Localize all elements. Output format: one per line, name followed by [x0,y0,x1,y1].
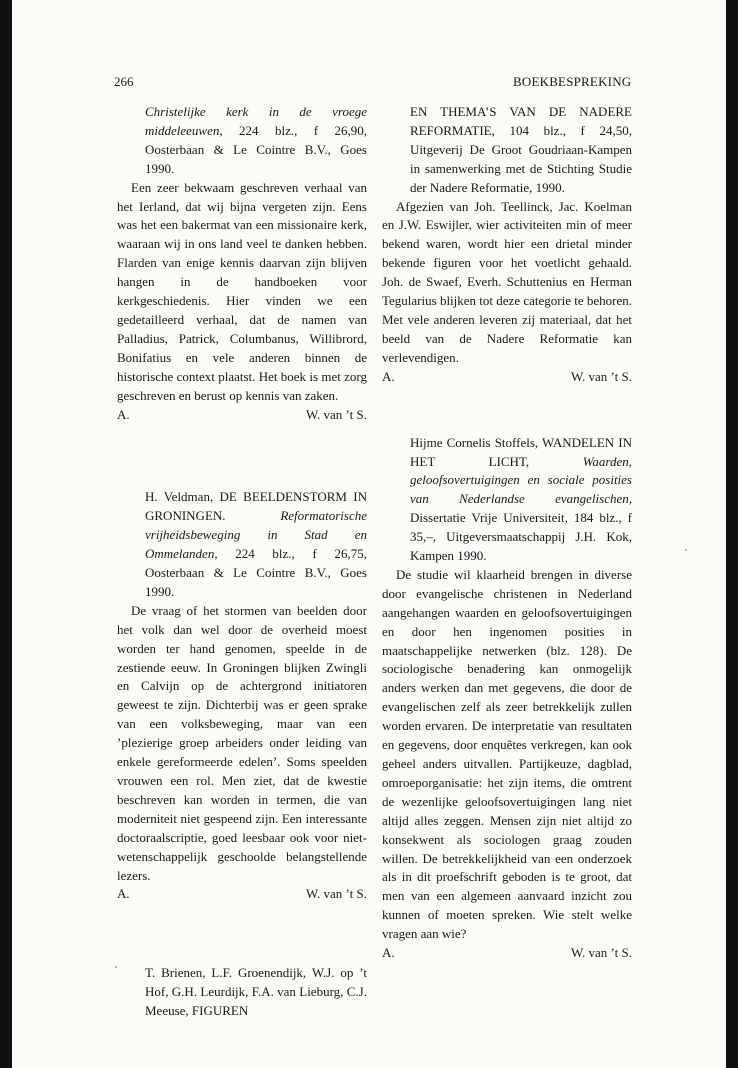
review-1-biblio [117,103,367,179]
review-4-signature [382,944,632,963]
review-3-end [382,103,632,387]
scan-speck [115,966,117,968]
review-3-start [117,964,367,1021]
page-number: 266 [114,74,134,89]
review-3-biblio-start: T. Brienen, L.F. Groenendijk, W.J. op ’t Hof, G.H. Leurdijk, F.A. van Lieburg, C.J. Meeuse, FIGUREN [145,965,367,1019]
review-3-biblio-end: EN THEMA’S VAN DE NADERE REFORMATIE, 104 blz., f 24,50, Uitgeverij De Groot Goudriaan-Kampen in samenwerking met de Stichting Studie der Nadere Reformatie, 1990. [410,104,632,195]
review-4-biblio [382,434,632,566]
right-column [382,103,632,963]
signature-author: W. van ’t S. [570,368,632,384]
signature-initial: A. [382,368,395,384]
review-4-biblio-italic: Waarden, geloofsovertuigingen en sociale posities van Nederlandse evangelischen, [410,453,632,507]
signature-author: W. van ’t S. [305,886,367,902]
review-1 [117,103,367,424]
left-column [117,103,367,1021]
review-2-body: De vraag of het stormen van beelden door het volk dan wel door de overheid moest worden ter hand genomen, speelde in de zestiende eeuw. In Groningen blijken Zwingli en Calvijn op de achtergrond initiatoren geweest te zijn. Dichterbij was er geen sprake van een volksbeweging, maar van een ’plezierige groep arbeiders onder leiding van enkele gereformeerde edelen’. Soms speelden vrouwen een rol. Men ziet, dat de kwestie beschreven kan worden in termen, die van moderniteit niet gespeend zijn. Een interessante doctoraalscriptie, goed leesbaar ook voor niet-wetenschappelijk geschoolde belangstellende lezers. [117,602,367,883]
signature-initial: A. [117,886,130,902]
review-1-body: Een zeer bekwaam geschreven verhaal van het Ierland, dat wij bijna vergeten zijn. Eens was het een bakermat van een missionaire kerk, waaraan wij in ons land veel te danken hebben. Flarden van enige kennis daarvan zijn blijven hangen in de handboeken voor kerkgeschiedenis. Hier vinden we een gedetailleerd verhaal, dat de namen van Palladius, Patrick, Columbanus, Willibrord, Bonifatius en vele anderen binnen de historische context plaatst. Het boek is met zorg geschreven en berust op kennis van zaken. [117,179,367,403]
review-2-signature [117,885,367,904]
review-1-biblio-rest: 224 blz., f 26,90, Oosterbaan & Le Cointre B.V., Goes 1990. [145,122,367,176]
signature-initial: A. [117,406,130,422]
review-4-biblio-plain: Hijme Cornelis Stoffels, WANDELEN IN HET LICHT, [410,434,632,469]
signature-author: W. van ’t S. [570,945,632,961]
review-2-biblio [117,488,367,601]
review-1-signature [117,406,367,425]
journal-page [12,0,726,1068]
review-4-biblio-rest: Dissertatie Vrije Universiteit, 184 blz., f 35,–, Uitgeversmaatschappij J.H. Kok, Kampen 1990. [410,510,632,564]
signature-author: W. van ’t S. [305,406,367,422]
review-3-signature [382,368,632,387]
review-4 [382,434,632,963]
review-2-biblio-rest: 224 blz., f 26,75, Oosterbaan & Le Cointre B.V., Goes 1990. [145,546,367,599]
scan-speck [685,549,687,551]
signature-initial: A. [382,945,395,961]
review-3-body: Afgezien van Joh. Teellinck, Jac. Koelman en J.W. Eswijler, wier activiteiten min of meer bekend waren, wordt hier een drietal minder bekende figuren voor het voetlicht gehaald. Joh. de Swaef, Everh. Schuttenius en Herman Tegularius blijken tot deze categorie te behoren. Met vele anderen leveren zij materiaal, dat het beeld van de Nadere Reformatie kan verlevendigen. [382,198,632,365]
review-2-biblio-italic: Reformatorische vrijheidsbeweging in Stad en Ommelanden, [145,508,367,562]
review-1-biblio-italic: Christelijke kerk in de vroege middeleeuwen, [145,104,367,138]
review-2 [117,488,367,904]
review-2-biblio-plain: H. Veldman, DE BEELDENSTORM IN GRONINGEN. [145,489,367,524]
running-head: BOEKBESPREKING [513,74,632,89]
review-4-body: De studie wil klaarheid brengen in diverse door evangelische christenen in Nederland aangehangen waarden en geloofsovertuigingen en door hen ingenomen posities in maatschappelijke netwerken (blz. 128). De sociologische benadering kan onmogelijk anders werken dan met gegevens, die door de evangelischen zelf als zeer betrekkelijk zullen worden ervaren. De interpretatie van resultaten en gegevens, door enquêtes verkregen, kan ook geheel anders uitvallen. Partijkeuze, dagblad, omroeporganisatie: het zijn items, die omtrent de wezenlijke geloofsovertuigingen lang niet altijd alles zeggen. Mensen zijn niet altijd zo konsekwent als sociologen graag zouden willen. De betrekkelijkheid van een onderzoek als in dit proefschrift geboden is te groot, dat men van een algemeen aanvaard inzicht zou kunnen of moeten spreken. Wie stelt welke vragen aan wie? [382,566,632,942]
